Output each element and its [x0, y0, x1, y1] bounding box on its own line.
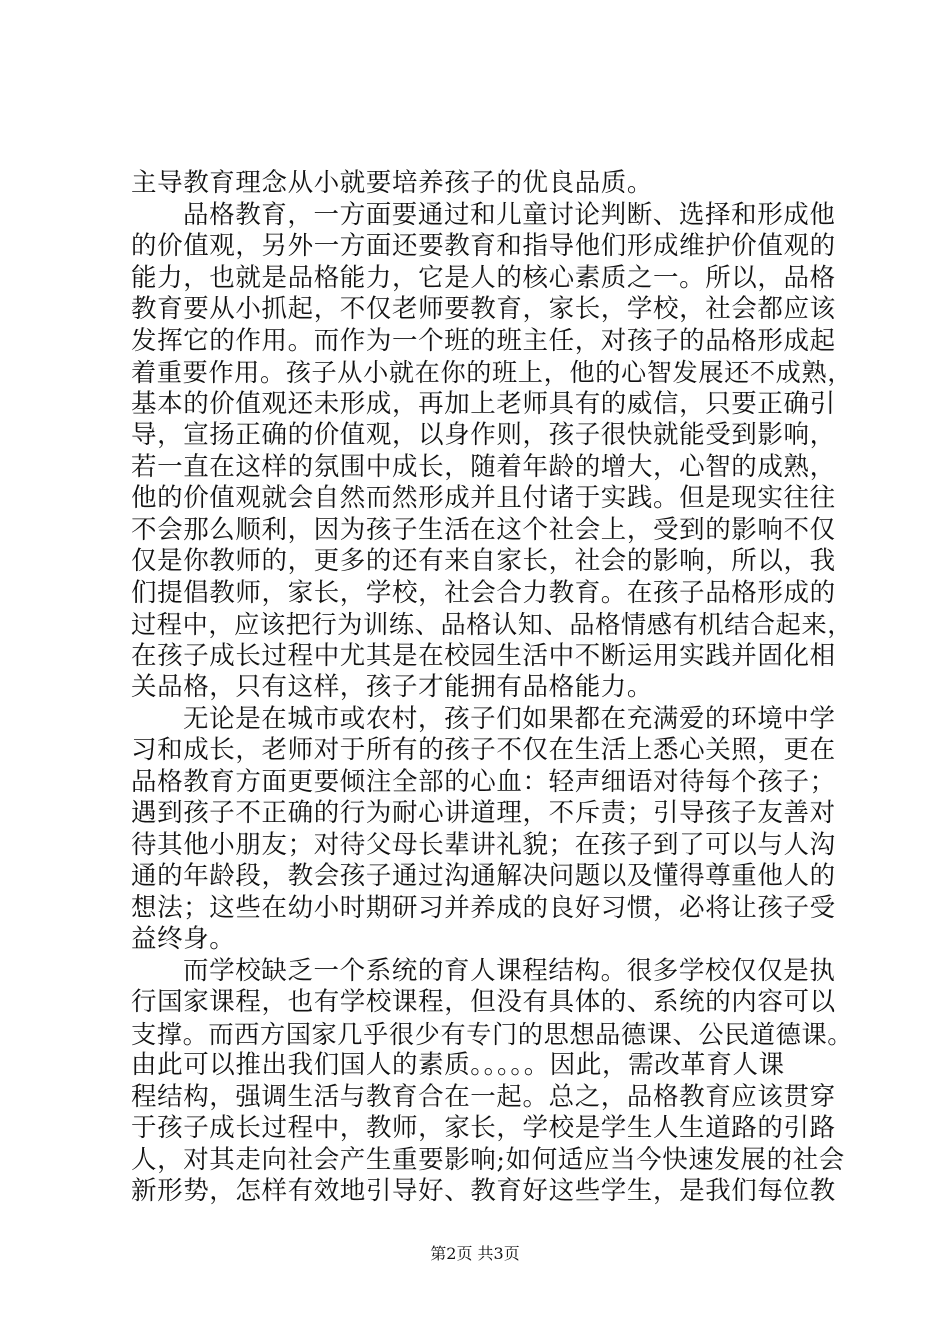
text-line: 遇到孩子不正确的行为耐心讲道理，不斥责；引导孩子友善对 [131, 798, 836, 828]
text-line: 过程中，应该把行为训练、品格认知、品格情感有机结合起来， [131, 610, 854, 639]
text-line: 关品格，只有这样，孩子才能拥有品格能力。 [131, 672, 654, 702]
text-line: 他的价值观就会自然而然形成并且付诸于实践。但是现实往往 [131, 483, 836, 513]
text-line: 的价值观，另外一方面还要教育和指导他们形成维护价值观的 [131, 231, 836, 261]
text-line: 无论是在城市或农村，孩子们如果都在充满爱的环境中学 [183, 703, 836, 734]
text-line: 教育要从小抓起，不仅老师要教育，家长，学校，社会都应该 [131, 294, 836, 324]
text-line: 待其他小朋友；对待父母长辈讲礼貌；在孩子到了可以与人沟 [131, 829, 836, 860]
text-line: 益终身。 [131, 924, 236, 954]
text-line: 发挥它的作用。而作为一个班的班主任，对孩子的品格形成起 [131, 325, 836, 356]
text-line: 仅是你教师的，更多的还有来自家长，社会的影响，所以，我 [131, 546, 836, 576]
page-footer [0, 1244, 950, 1264]
text-line: 在孩子成长过程中尤其是在校园生活中不断运用实践并固化相 [131, 640, 836, 671]
text-line: 而学校缺乏一个系统的育人课程结构。很多学校仅仅是执 [183, 955, 836, 986]
document-body [131, 168, 854, 1208]
text-line: 人，对其走向社会产生重要影响;如何适应当今快速发展的社会 [131, 1144, 845, 1175]
paragraph [131, 704, 851, 956]
text-line: 导，宣扬正确的价值观，以身作则，孩子很快就能受到影响， [131, 420, 836, 450]
text-line: 着重要作用。孩子从小就在你的班上，他的心智发展还不成熟， [131, 358, 854, 387]
paragraph [131, 955, 854, 1208]
text-line: 习和成长，老师对于所有的孩子不仅在生活上悉心关照，更在 [131, 735, 836, 765]
text-line: 基本的价值观还未形成，再加上老师具有的威信，只要正确引 [131, 388, 836, 419]
text-line: 于孩子成长过程中，教师，家长，学校是学生人生道路的引路 [131, 1113, 836, 1143]
text-line: 行国家课程，也有学校课程，但没有具体的、系统的内容可以 [131, 987, 836, 1017]
text-line: 新形势，怎样有效地引导好、教育好这些学生，是我们每位教 [131, 1176, 836, 1206]
text-line: 们提倡教师，家长，学校，社会合力教育。在孩子品格形成的 [131, 577, 836, 608]
text-line: 程结构，强调生活与教育合在一起。总之，品格教育应该贯穿 [131, 1081, 836, 1112]
text-line: 主导教育理念从小就要培养孩子的优良品质。 [131, 168, 654, 198]
text-line: 由此可以推出我们国人的素质。。。。。因此，需改革育人课 [131, 1050, 785, 1080]
page-number: 第2页 共3页 [430, 1244, 520, 1263]
text-line: 品格教育方面更要倾注全部的心血：轻声细语对待每个孩子； [131, 766, 836, 797]
text-line: 若一直在这样的氛围中成长，随着年龄的增大，心智的成熟， [131, 451, 836, 482]
text-line: 品格教育，一方面要通过和儿童讨论判断、选择和形成他 [183, 199, 836, 230]
text-line: 不会那么顺利，因为孩子生活在这个社会上，受到的影响不仅 [131, 514, 836, 545]
text-line: 想法；这些在幼小时期研习并养成的良好习惯，必将让孩子受 [131, 892, 836, 923]
paragraph [131, 168, 851, 200]
text-line: 支撑。而西方国家几乎很少有专门的思想品德课、公民道德课。 [131, 1019, 854, 1049]
paragraph [131, 199, 854, 704]
text-line: 能力，也就是品格能力，它是人的核心素质之一。所以，品格 [131, 262, 836, 293]
text-line: 通的年龄段，教会孩子通过沟通解决问题以及懂得尊重他人的 [131, 861, 836, 891]
